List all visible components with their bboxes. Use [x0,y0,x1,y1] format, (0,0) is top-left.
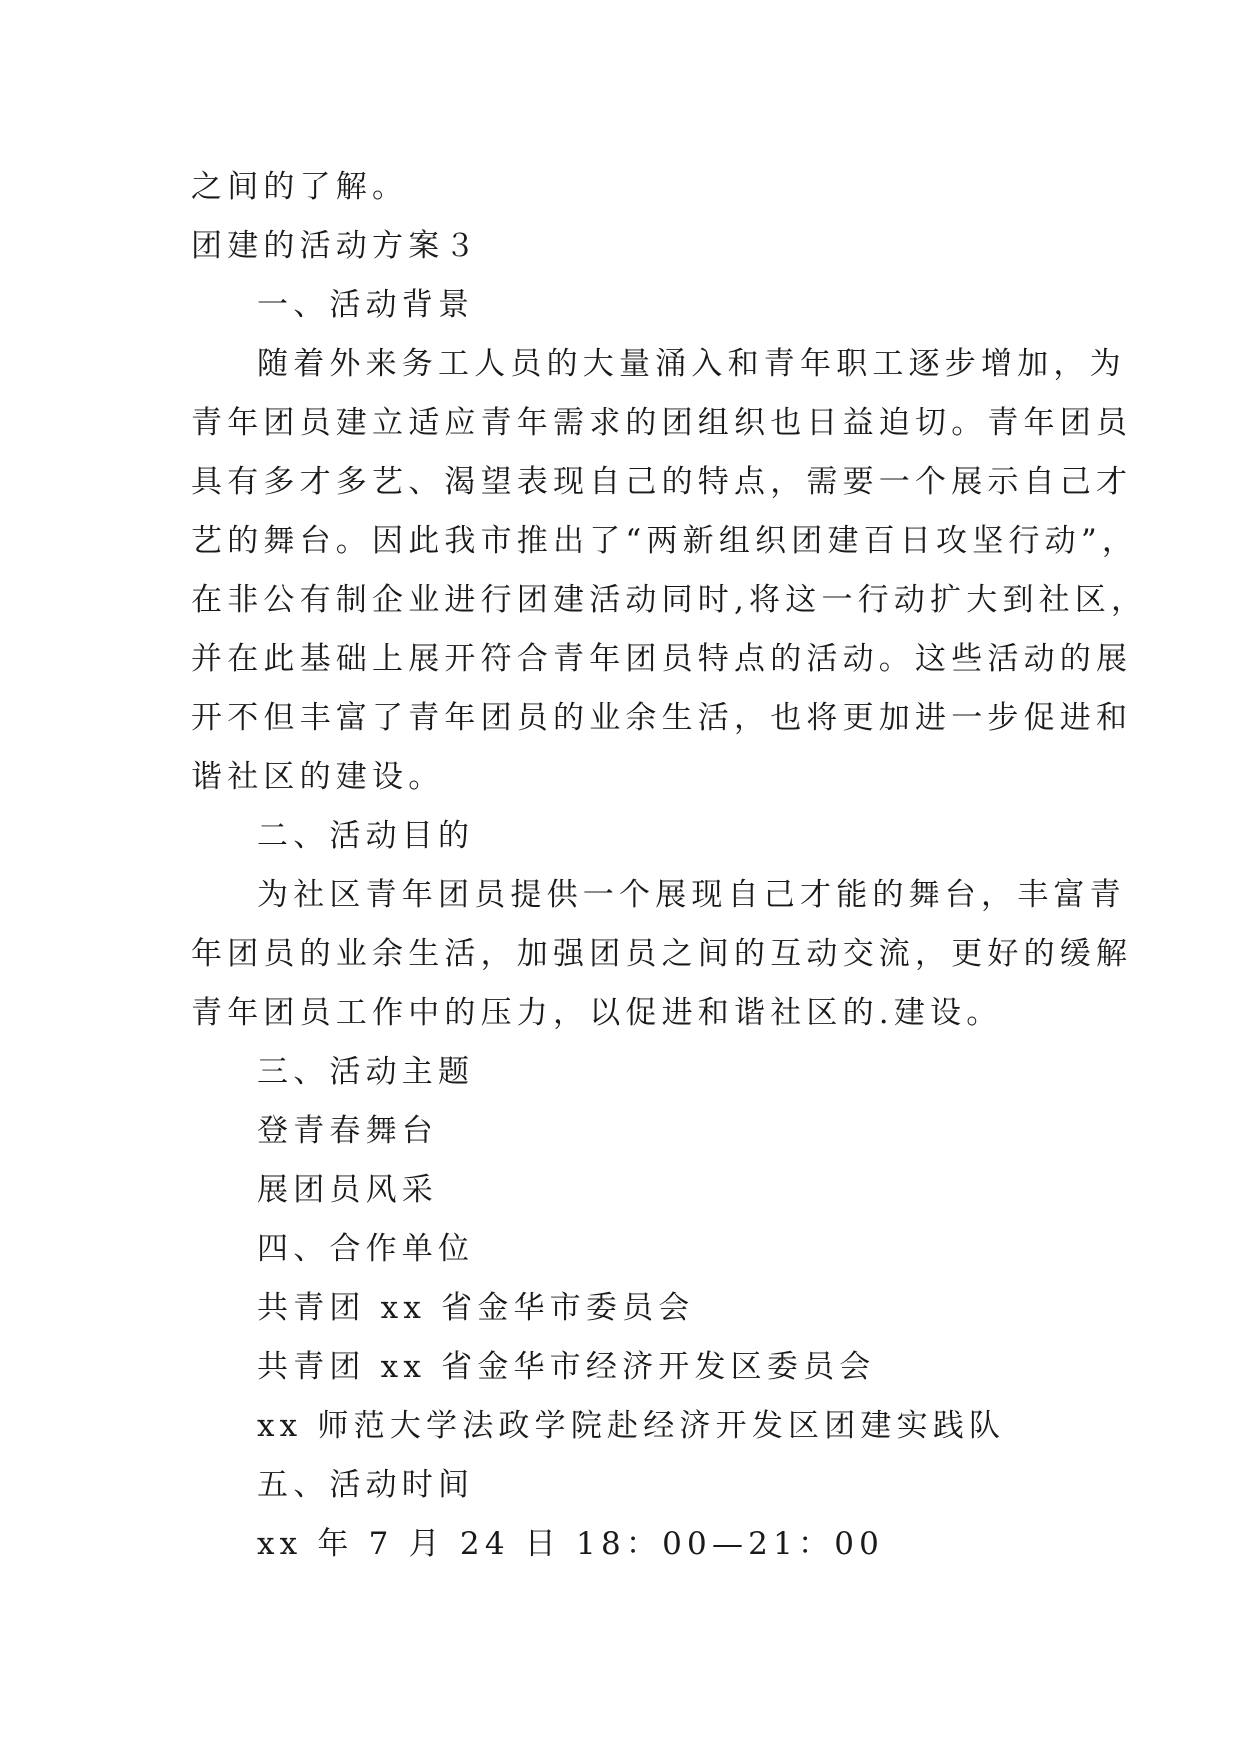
paragraph-line: 在非公有制企业进行团建活动同时,将这一行动扩大到社区， [191,582,1148,618]
section-title: 团建的活动方案３ [191,228,481,264]
theme-line: 展团员风采 [257,1172,438,1208]
paragraph-line: 青年团员工作中的压力，以促进和谐社区的.建设。 [191,995,1003,1031]
paragraph-line: 具有多才多艺、渴望表现自己的特点，需要一个展示自己才 [191,464,1133,500]
paragraph-line: 青年团员建立适应青年需求的团组织也日益迫切。青年团员 [191,405,1133,441]
heading-background: 一、活动背景 [257,287,475,323]
heading-partners: 四、合作单位 [257,1231,475,1267]
partner-line: 共青团 xx 省金华市委员会 [257,1290,695,1326]
paragraph-line: 艺的舞台。因此我市推出了“两新组织团建百日攻坚行动”， [191,523,1139,559]
partner-line: 共青团 xx 省金华市经济开发区委员会 [257,1349,876,1385]
heading-time: 五、活动时间 [257,1467,475,1503]
heading-purpose: 二、活动目的 [257,818,475,854]
time-line: xx 年 7 月 24 日 18：00—21：00 [257,1526,885,1562]
theme-line: 登青春舞台 [257,1113,438,1149]
paragraph-line: 开不但丰富了青年团员的业余生活，也将更加进一步促进和 [191,700,1133,736]
paragraph-line: 谐社区的建设。 [191,759,445,795]
paragraph-line: 并在此基础上展开符合青年团员特点的活动。这些活动的展 [191,641,1133,677]
partner-line: xx 师范大学法政学院赴经济开发区团建实践队 [257,1408,1006,1444]
document-body [191,158,1148,1574]
paragraph-line: 随着外来务工人员的大量涌入和青年职工逐步增加，为 [257,346,1126,382]
text-line: 之间的了解。 [191,169,409,205]
paragraph-line: 年团员的业余生活，加强团员之间的互动交流，更好的缓解 [191,936,1133,972]
paragraph-line: 为社区青年团员提供一个展现自己才能的舞台，丰富青 [257,877,1126,913]
heading-theme: 三、活动主题 [257,1054,475,1090]
